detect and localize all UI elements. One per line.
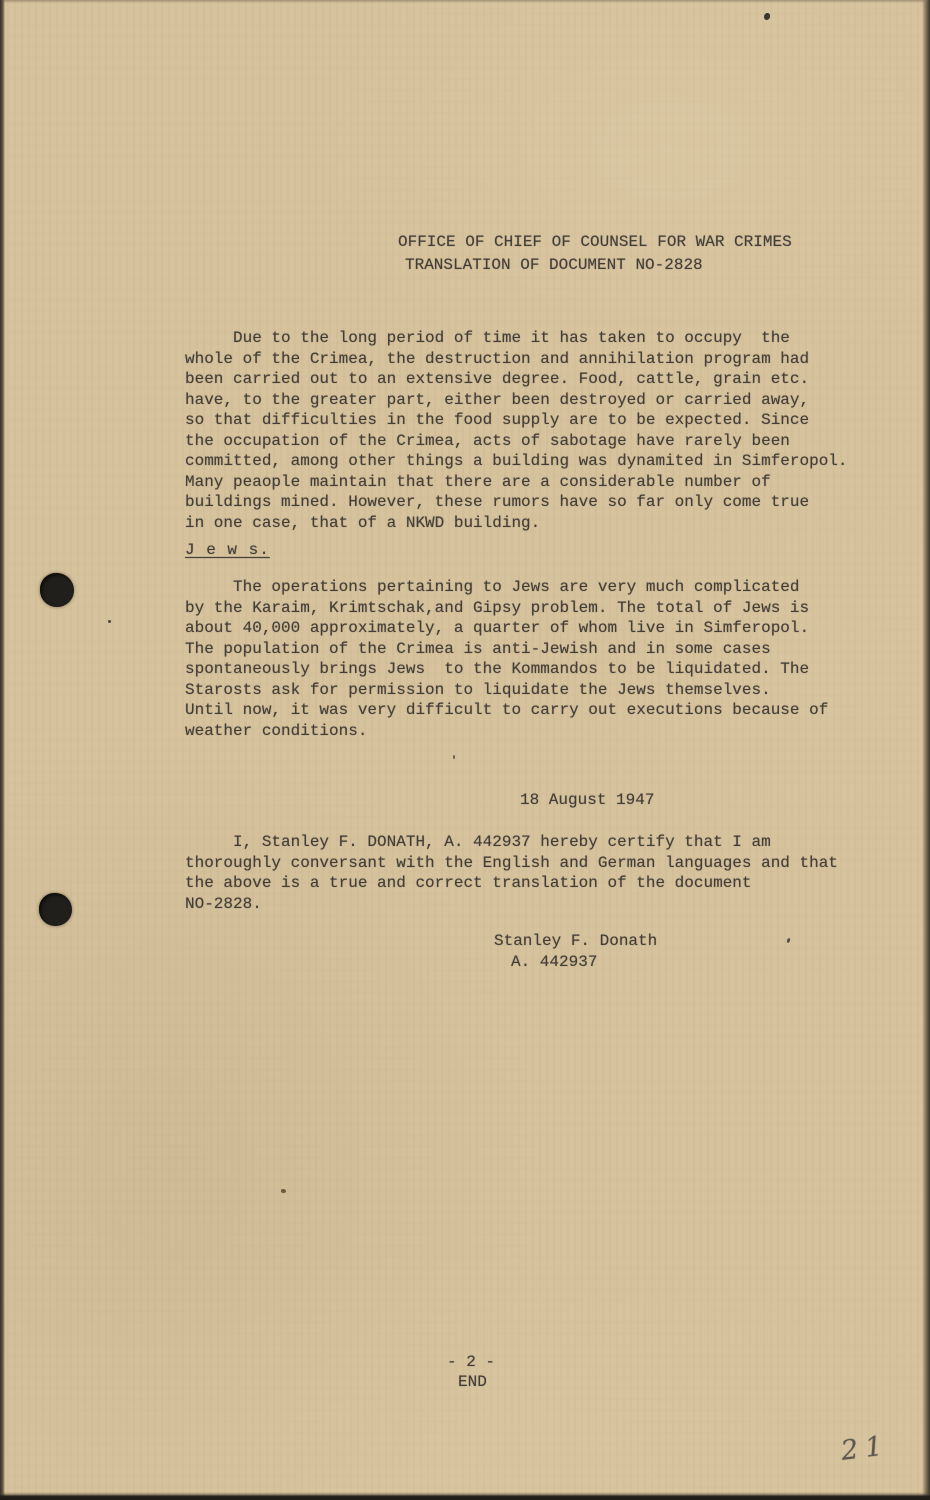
end-label: END [458, 1373, 487, 1391]
paragraph-line: been carried out to an extensive degree. Food, cattle, grain etc. [185, 370, 810, 388]
certification-paragraph [185, 832, 838, 914]
paragraph-line: have, to the greater part, either been destroyed or carried away, [185, 390, 810, 409]
paper-stain-speck [281, 1189, 286, 1193]
paragraph-line: so that difficulties in the food supply are to be expected. Since [185, 411, 810, 429]
paragraph-jews [185, 577, 828, 741]
ink-speck [453, 755, 455, 759]
paragraph-line: weather conditions. [185, 721, 368, 740]
ink-speck [764, 13, 770, 20]
paragraph-crimea [185, 328, 848, 533]
hole-punch-bottom [39, 893, 72, 926]
signature-number: A. 442937 [511, 953, 598, 971]
paragraph-line: spontaneously brings Jews to the Kommandos to be liquidated. The [185, 660, 810, 678]
paragraph-line: about 40,000 approximately, a quarter of whom live in Simferopol. [185, 619, 810, 637]
page-bottom-edge [0, 1492, 930, 1500]
page-right-edge [922, 0, 930, 1500]
header-office-line: OFFICE OF CHIEF OF COUNSEL FOR WAR CRIMES [398, 233, 792, 251]
page-footer [447, 1352, 495, 1392]
paragraph-line: in one case, that of a NKWD building. [185, 513, 541, 532]
paragraph-line: whole of the Crimea, the destruction and annihilation program had [185, 349, 810, 368]
paragraph-line: I, Stanley F. DONATH, A. 442937 hereby certify that I am [185, 833, 771, 851]
header-translation-line: TRANSLATION OF DOCUMENT NO-2828 [405, 256, 703, 274]
paragraph-line: the above is a true and correct translation of the document [185, 874, 752, 892]
document-header [398, 231, 792, 277]
paragraph-line: The population of the Crimea is anti-Jewish and in some cases [185, 639, 771, 658]
signature-name: Stanley F. Donath [494, 932, 658, 950]
page-number: - 2 - [447, 1353, 496, 1371]
hole-punch-top [40, 573, 74, 607]
paragraph-line: thoroughly conversant with the English and German languages and that [185, 853, 838, 872]
paragraph-line: buildings mined. However, these rumors have so far only come true [185, 493, 810, 511]
certification-date: 18 August 1947 [520, 791, 655, 809]
paragraph-line: committed, among other things a building was dynamited in Simferopol. [185, 452, 848, 470]
paragraph-line: NO-2828. [185, 894, 262, 913]
signature-block [494, 931, 657, 973]
ink-speck [108, 620, 111, 623]
paragraph-line: by the Karaim, Krimtschak,and Gipsy problem. The total of Jews is [185, 598, 810, 617]
ink-speck [786, 938, 791, 944]
page-left-edge [0, 0, 5, 1500]
paragraph-line: Until now, it was very difficult to carry out executions because of [185, 701, 829, 719]
paragraph-line: The operations pertaining to Jews are very much complicated [185, 578, 800, 596]
paragraph-line: Due to the long period of time it has taken to occupy the [185, 329, 790, 347]
page-top-edge [0, 0, 930, 3]
section-heading-jews: J e w s. [185, 541, 270, 559]
handwritten-page-number: 21 [839, 1430, 892, 1467]
paragraph-line: the occupation of the Crimea, acts of sabotage have rarely been [185, 431, 790, 450]
paragraph-line: Many peaople maintain that there are a considerable number of [185, 472, 771, 491]
paragraph-line: Starosts ask for permission to liquidate the Jews themselves. [185, 680, 771, 699]
